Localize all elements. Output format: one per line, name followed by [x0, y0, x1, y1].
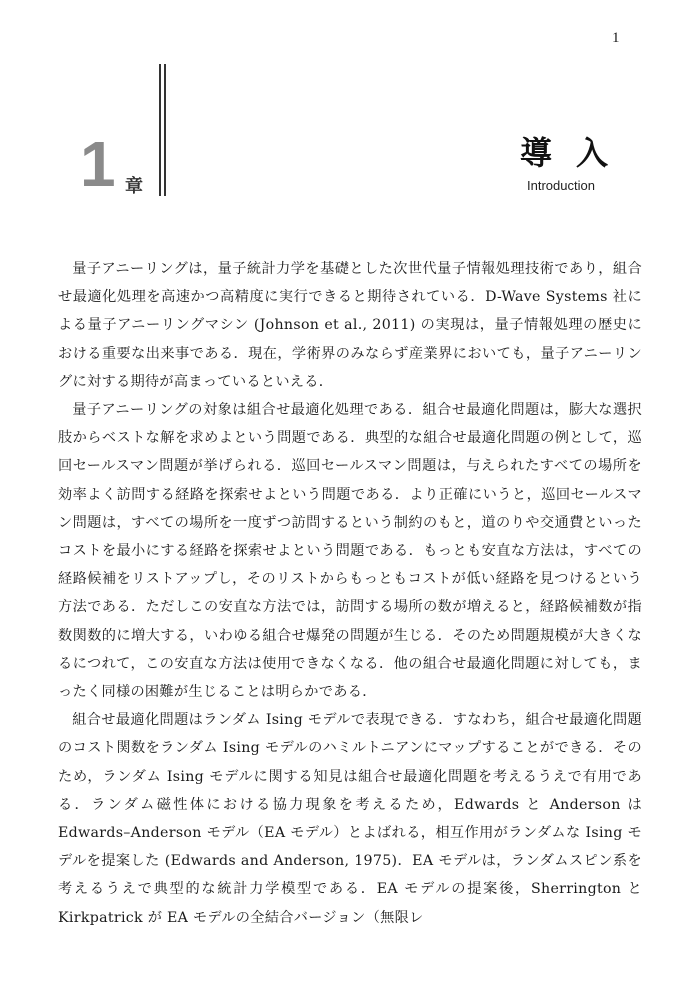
page-number: 1 — [612, 30, 620, 46]
chapter-label: 章 — [125, 176, 143, 197]
chapter-divider-right — [164, 64, 166, 196]
chapter-divider-left — [159, 64, 161, 196]
paragraph: 量子アニーリングは，量子統計力学を基礎とした次世代量子情報処理技術であり，組合せ最適化処理を高速かつ高精度に実行できると期待されている．D-Wave Systems 社による量子アニーリングマシン (Johnson et al., 2011) の実現は，量子情報処理の歴史における重要な出来事である．現在，学術界のみならず産業界においても，量子アニーリングに対する期待が高まっているといえる． — [58, 261, 642, 390]
chapter-subtitle: Introduction — [527, 178, 595, 193]
chapter-title: 導入 — [520, 134, 633, 172]
chapter-body — [58, 255, 642, 932]
paragraph: 組合せ最適化問題はランダム Ising モデルで表現できる．すなわち，組合せ最適化問題のコスト関数をランダム Ising モデルのハミルトニアンにマップすることができる．そのため，ランダム Ising モデルに関する知見は組合せ最適化問題を考えるうえで有用である．ランダム磁性体における協力現象を考えるため，Edwards と Anderson は Edwards–Anderson モデル（EA モデル）とよばれる，相互作用がランダムな Ising モデルを提案した (Edwards and Anderson, 1975)．EA モデルは，ランダムスピン系を考えるうえで典型的な統計力学模型である．EA モデルの提案後，Sherrington と Kirkpatrick が EA モデルの全結合バージョン（無限レ — [58, 712, 642, 926]
chapter-number: 1 — [80, 128, 116, 200]
paragraph: 量子アニーリングの対象は組合せ最適化処理である．組合せ最適化問題は，膨大な選択肢からベストな解を求めよという問題である．典型的な組合せ最適化問題の例として，巡回セールスマン問題が挙げられる．巡回セールスマン問題は，与えられたすべての場所を効率よく訪問する経路を探索せよという問題である．より正確にいうと，巡回セールスマン問題は，すべての場所を一度ずつ訪問するという制約のもと，道のりや交通費といったコストを最小にする経路を探索せよという問題である．もっとも安直な方法は，すべての経路候補をリストアップし，そのリストからもっともコストが低い経路を見つけるという方法である．ただしこの安直な方法では，訪問する場所の数が増えると，経路候補数が指数関数的に増大する，いわゆる組合せ爆発の問題が生じる．そのため問題規模が大きくなるにつれて，この安直な方法は使用できなくなる．他の組合せ最適化問題に対しても，まったく同様の困難が生じることは明らかである． — [58, 402, 642, 701]
